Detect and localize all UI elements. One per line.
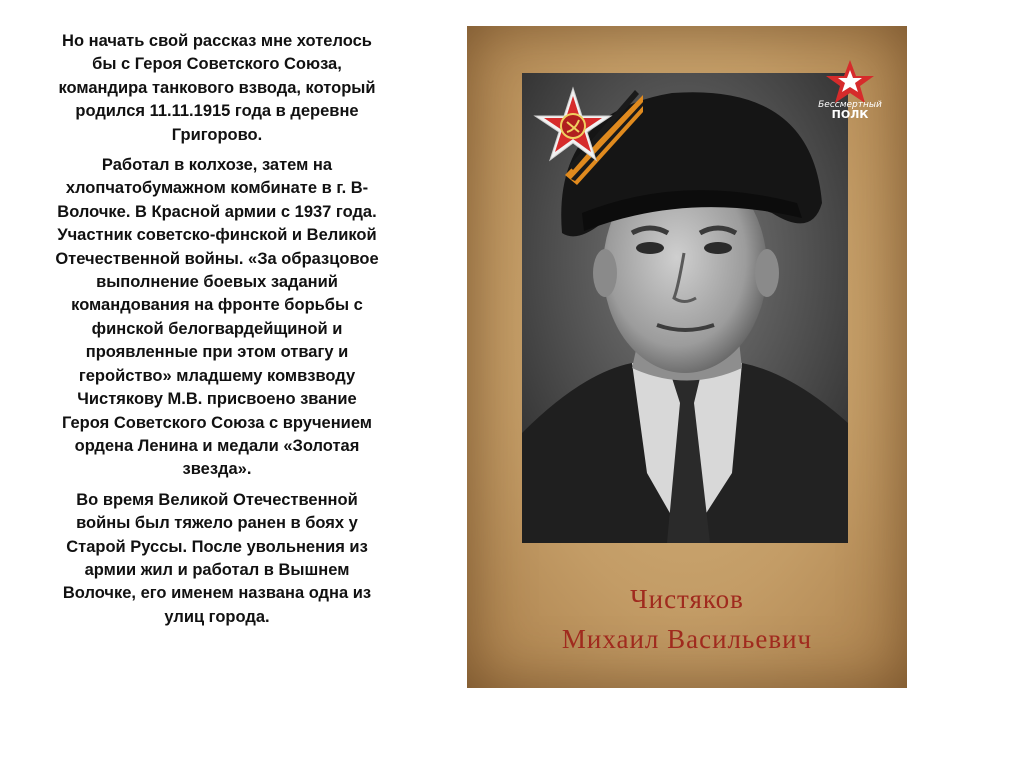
regiment-label-line1: Бессмертный bbox=[818, 100, 882, 110]
regiment-label bbox=[810, 100, 890, 120]
order-emblem-icon bbox=[525, 80, 645, 195]
paragraph-intro: Но начать свой рассказ мне хотелось бы с Героя Советского Союза, командира танкового взвода, который родился 11.11.1915 года в деревне Григорово. bbox=[58, 32, 376, 144]
regiment-label-line2: ПОЛК bbox=[831, 108, 869, 121]
paragraph-war: Во время Великой Отечественной войны был тяжело ранен в боях у Старой Руссы. После увольнения из армии жил и работал в Вышнем Волочке, его именем названа одна из улиц города. bbox=[62, 490, 372, 626]
hero-surname: Чистяков bbox=[630, 584, 744, 614]
regiment-star-icon bbox=[822, 58, 878, 106]
hero-full-name: Михаил Васильевич bbox=[561, 624, 813, 654]
paragraph-career: Работал в колхозе, затем на хлопчатобумажном комбинате в г. В-Волочке. В Красной армии с 1937 года. Участник советско-финской и Великой Отечественной войны. «За образцовое выполнение боевых заданий командования на фронте борьбы с финской белогвардейщиной и проявленные при этом отвагу и геройство» младшему комвзводу Чистякову М.В. присвоено звание Героя Советского Союза с вручением ордена Ленина и медали «Золотая звезда». bbox=[55, 156, 379, 479]
biography-text bbox=[52, 30, 382, 636]
